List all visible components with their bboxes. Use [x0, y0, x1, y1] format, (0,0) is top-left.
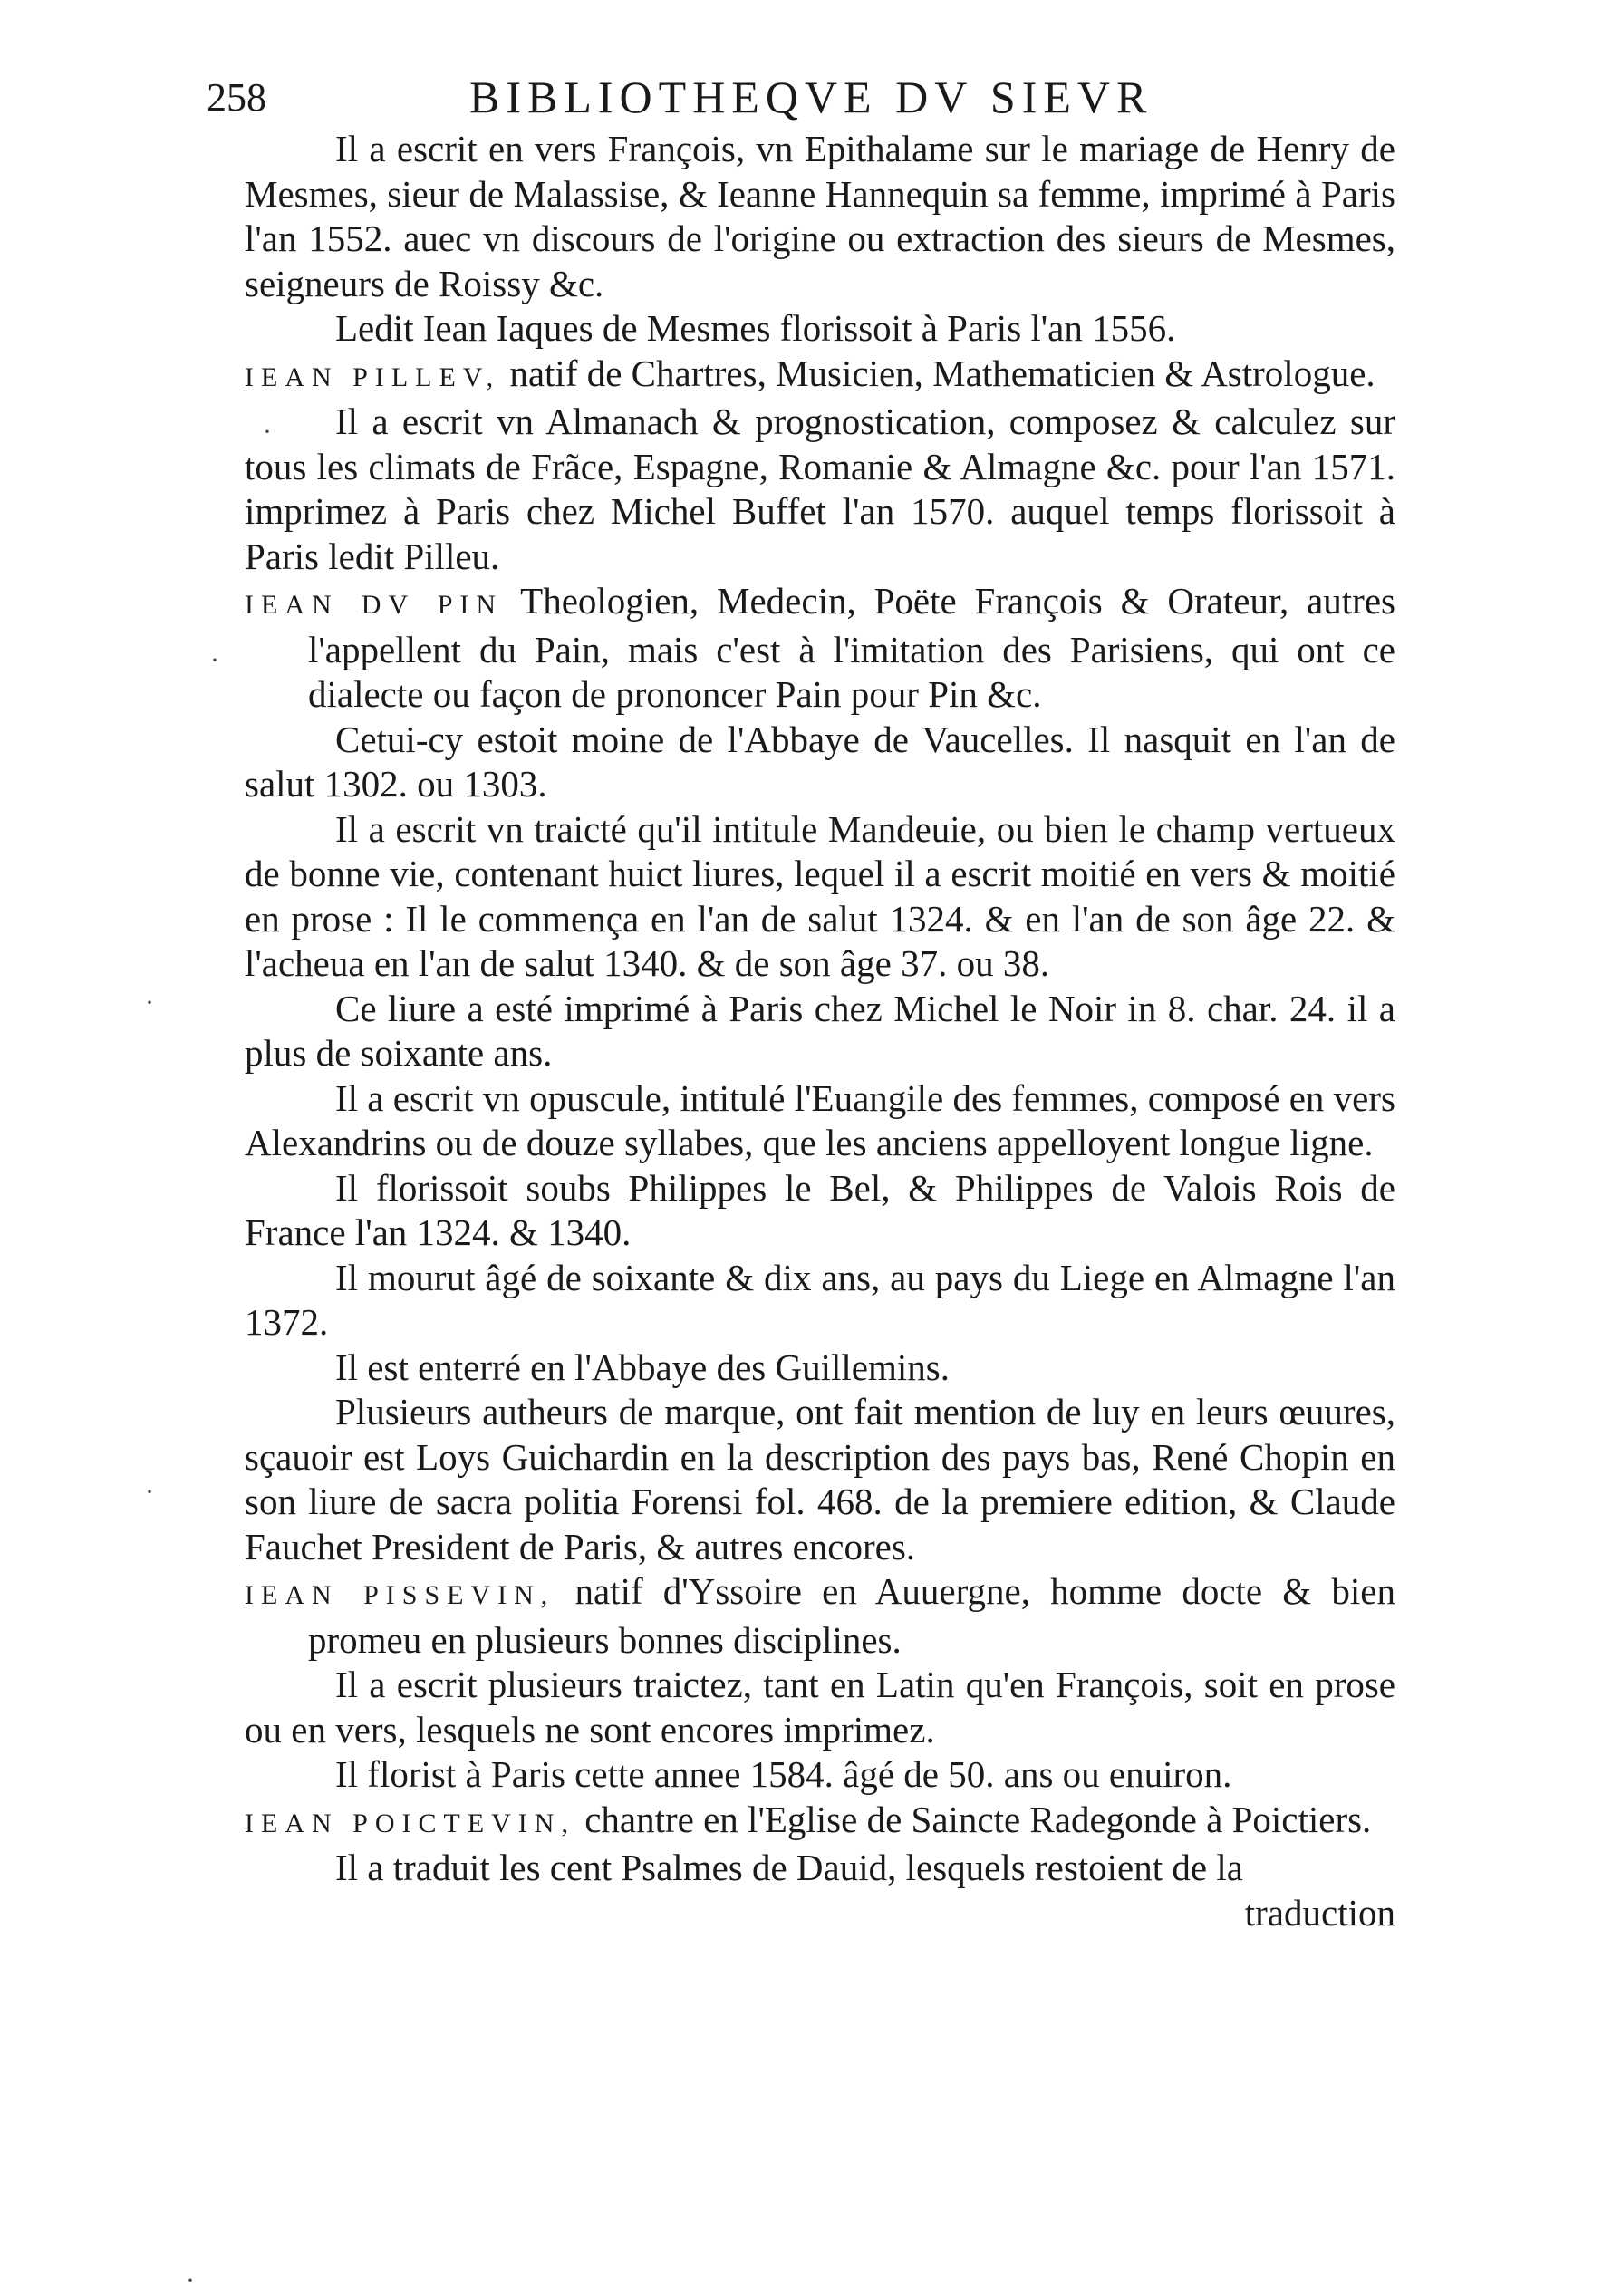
margin-speck: ·: [186, 2265, 195, 2295]
author-name: IEAN POICTEVIN,: [245, 1808, 575, 1838]
margin-speck: ·: [263, 417, 272, 447]
running-title: BIBLIOTHEQVE DV SIEVR: [469, 72, 1153, 122]
margin-speck: ·: [210, 645, 219, 675]
paragraph: Cetui-cy estoit moine de l'Abbaye de Vaucelles. Il nasquit en l'an de salut 1302. ou 1303.: [245, 718, 1395, 805]
author-name: IEAN PISSEVIN,: [245, 1580, 555, 1610]
paragraph: Ledit Iean Iaques de Mesmes florissoit à Paris l'an 1556.: [335, 307, 1176, 349]
page-number: 258: [207, 75, 266, 120]
paragraph: Il florist à Paris cette annee 1584. âgé de 50. ans ou enuiron.: [335, 1753, 1232, 1795]
paragraph: Il a escrit vn opuscule, intitulé l'Euangile des femmes, composé en vers Alexandrins ou de douze syllabes, que les anciens appelloyent longue ligne.: [245, 1076, 1395, 1163]
margin-speck: ·: [145, 1477, 154, 1507]
paragraph: Ce liure a esté imprimé à Paris chez Michel le Noir in 8. char. 24. il a plus de soixante ans.: [245, 987, 1395, 1074]
paragraph: Il mourut âgé de soixante & dix ans, au pays du Liege en Almagne l'an 1372.: [245, 1256, 1395, 1343]
author-name: IEAN DV PIN: [245, 590, 504, 620]
paragraph: Plusieurs autheurs de marque, ont fait mention de luy en leurs œuures, sçauoir est Loys Guichardin en la description des pays bas, René Chopin en son liure de sacra politia Forensi fol. 468. de la premiere edition, & Claude Fauchet President de Paris, & autres encores.: [245, 1391, 1395, 1568]
paragraph: Il a escrit plusieurs traictez, tant en Latin qu'en François, soit en prose ou en vers, lesquels ne sont encores imprimez.: [245, 1664, 1395, 1751]
author-entry: IEAN PISSEVIN, natif d'Yssoire en Auuergne, homme docte & bien promeu en plusieurs bonnes disciplines.: [245, 1570, 1395, 1661]
page-header: [207, 71, 1412, 125]
paragraph: Il a escrit vn Almanach & prognostication, composez & calculez sur tous les climats de Frãce, Espagne, Romanie & Almagne &c. pour l'an 1571. imprimez à Paris chez Michel Buffet l'an 1570. auquel temps florissoit à Paris ledit Pilleu.: [245, 400, 1395, 577]
page-body: [245, 127, 1395, 1935]
paragraph: Il a escrit vn traicté qu'il intitule Mandeuie, ou bien le champ vertueux de bonne vie, contenant huict liures, lequel il a escrit moitié en vers & moitié en prose : Il le commença en l'an de salut 1324. & en l'an de son âge 22. & l'acheua en l'an de salut 1340. & de son âge 37. ou 38.: [245, 807, 1395, 984]
author-entry: IEAN POICTEVIN, chantre en l'Eglise de Saincte Radegonde à Poictiers.: [245, 1798, 1372, 1840]
author-entry: IEAN DV PIN Theologien, Medecin, Poëte François & Orateur, autres l'appellent du Pain, mais c'est à l'imitation des Parisiens, qui ont ce dialecte ou façon de prononcer Pain pour Pin &c.: [245, 580, 1395, 715]
catchword: traduction: [1244, 1891, 1395, 1934]
paragraph: Il florissoit soubs Philippes le Bel, & Philippes de Valois Rois de France l'an 1324. & 1340.: [245, 1166, 1395, 1253]
paragraph: Il est enterré en l'Abbaye des Guillemins.: [335, 1346, 950, 1388]
author-name: IEAN PILLEV,: [245, 362, 501, 392]
margin-speck: ·: [145, 988, 154, 1018]
paragraph: Il a traduit les cent Psalmes de Dauid, lesquels restoient de la: [335, 1847, 1243, 1888]
paragraph: Il a escrit en vers François, vn Epithalame sur le mariage de Henry de Mesmes, sieur de Malassise, & Ieanne Hannequin sa femme, imprimé à Paris l'an 1552. auec vn discours de l'origine ou extraction des sieurs de Mesmes, seigneurs de Roissy &c.: [245, 128, 1395, 304]
author-entry: IEAN PILLEV, natif de Chartres, Musicien, Mathematicien & Astrologue.: [245, 352, 1375, 394]
